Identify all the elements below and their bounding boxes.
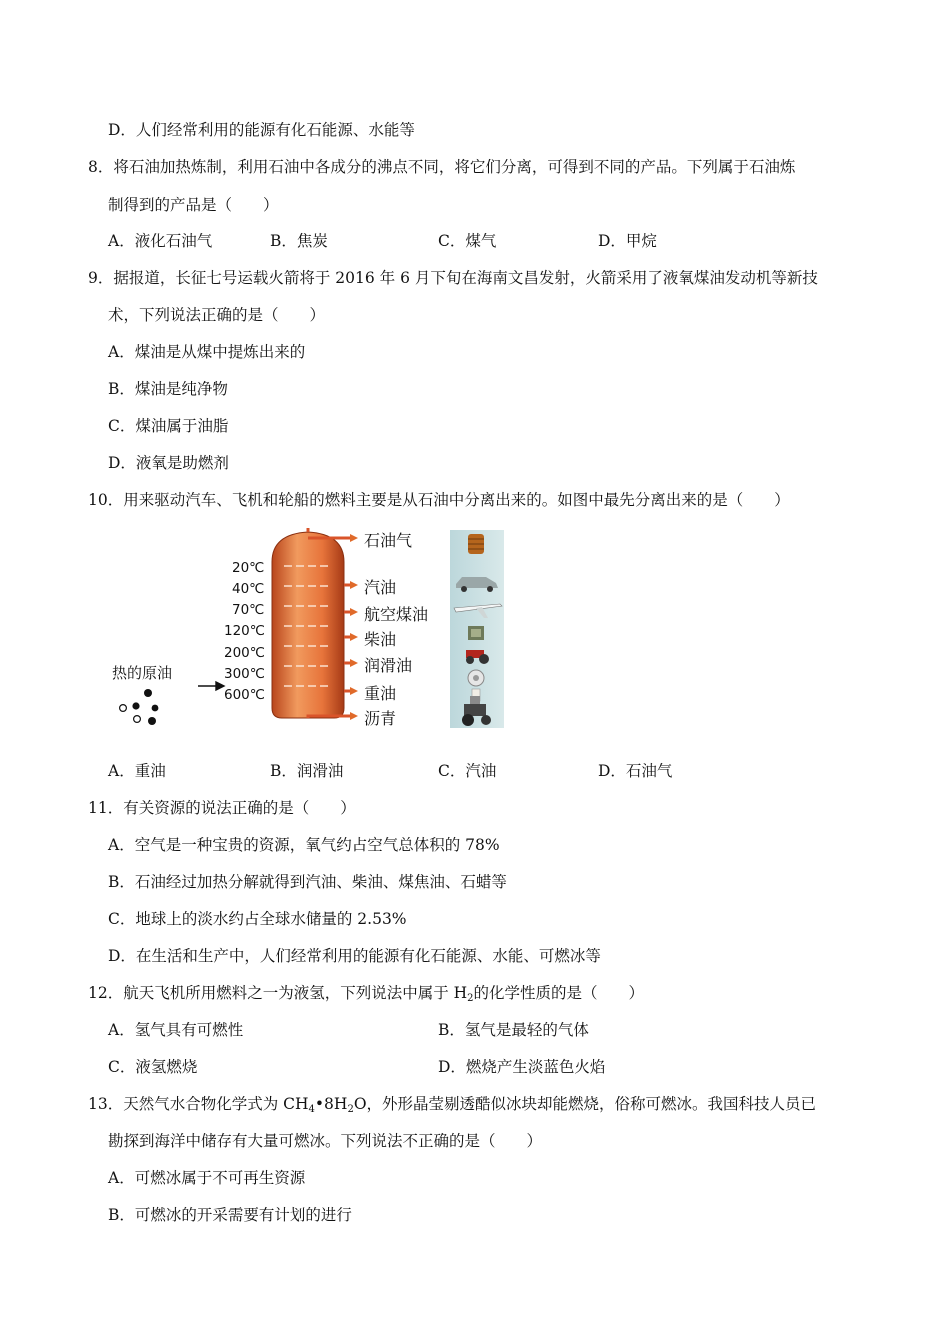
product-label-4: 柴油 bbox=[364, 630, 397, 649]
product-label-2: 汽油 bbox=[364, 578, 397, 597]
q9-stem-line2: 术，下列说法正确的是（ ） bbox=[108, 306, 326, 324]
q9-option-c: C．煤油属于油脂 bbox=[108, 417, 229, 435]
q8-option-a: A．液化石油气 bbox=[108, 232, 213, 250]
q11-option-d: D．在生活和生产中，人们经常利用的能源有化石能源、水能、可燃冰等 bbox=[108, 947, 601, 965]
q7-option-d: D．人们经常利用的能源有化石能源、水能等 bbox=[108, 121, 415, 139]
temp-label-3: 70℃ bbox=[232, 602, 265, 618]
q9-option-d: D．液氧是助燃剂 bbox=[108, 454, 229, 472]
q9-option-a: A．煤油是从煤中提炼出来的 bbox=[108, 343, 306, 361]
q12-stem-post: 的化学性质的是（ ） bbox=[473, 984, 645, 1002]
temp-label-2: 40℃ bbox=[232, 581, 265, 597]
q8-option-b: B．焦炭 bbox=[270, 232, 328, 250]
q10-option-d: D．石油气 bbox=[598, 762, 673, 780]
q12-option-a: A．氢气具有可燃性 bbox=[108, 1021, 244, 1039]
q12-option-c: C．液氢燃烧 bbox=[108, 1058, 198, 1076]
q10-option-a: A．重油 bbox=[108, 762, 166, 780]
crude-oil-label: 热的原油 bbox=[112, 664, 173, 682]
q9-stem-line1: 9．据报道，长征七号运载火箭将于 2016 年 6 月下旬在海南文昌发射，火箭采用了液氧煤油发动机等新技 bbox=[88, 269, 818, 287]
temp-label-6: 300℃ bbox=[224, 666, 265, 682]
q11-stem: 11．有关资源的说法正确的是（ ） bbox=[88, 799, 356, 817]
gas-cylinder-icon bbox=[468, 534, 484, 554]
temp-label-7: 600℃ bbox=[224, 687, 265, 703]
product-label-5: 润滑油 bbox=[364, 656, 413, 675]
q8-stem-line2: 制得到的产品是（ ） bbox=[108, 196, 279, 214]
distillation-tower-graphic bbox=[108, 528, 508, 732]
q12-stem-pre: 12．航天飞机所用燃料之一为液氢，下列说法中属于 H bbox=[88, 984, 468, 1002]
fractional-distillation-diagram bbox=[108, 528, 508, 732]
product-label-6: 重油 bbox=[364, 684, 397, 703]
q13-stem-post: O，外形晶莹剔透酷似冰块却能燃烧，俗称可燃冰。我国科技人员已 bbox=[353, 1095, 817, 1113]
q13-stem-sub2: 2 bbox=[347, 1104, 354, 1115]
engine-icon bbox=[468, 626, 484, 640]
q11-option-c: C．地球上的淡水约占全球水储量的 2.53% bbox=[108, 910, 407, 928]
q11-option-b: B．石油经过加热分解就得到汽油、柴油、煤焦油、石蜡等 bbox=[108, 873, 507, 891]
q13-option-b: B．可燃冰的开采需要有计划的进行 bbox=[108, 1206, 352, 1224]
q13-stem-line2: 勘探到海洋中储存有大量可燃冰。下列说法不正确的是（ ） bbox=[108, 1132, 543, 1150]
q13-stem-sub1: 4 bbox=[308, 1104, 315, 1115]
product-label-3: 航空煤油 bbox=[364, 605, 429, 624]
product-label-7: 沥青 bbox=[364, 709, 397, 728]
q12-stem bbox=[88, 982, 644, 1010]
q13-stem-line1 bbox=[88, 1093, 816, 1121]
temp-label-5: 200℃ bbox=[224, 645, 265, 661]
temp-label-4: 120℃ bbox=[224, 623, 265, 639]
q12-stem-sub: 2 bbox=[467, 993, 474, 1004]
q8-stem-line1: 8．将石油加热炼制，利用石油中各成分的沸点不同，将它们分离，可得到不同的产品。下列属于石油炼 bbox=[88, 158, 796, 176]
temp-label-1: 20℃ bbox=[232, 560, 265, 576]
q8-option-d: D．甲烷 bbox=[598, 232, 657, 250]
q9-option-b: B．煤油是纯净物 bbox=[108, 380, 228, 398]
q13-stem-mid: •8H bbox=[314, 1095, 348, 1113]
q10-option-b: B．润滑油 bbox=[270, 762, 344, 780]
q12-option-d: D．燃烧产生淡蓝色火焰 bbox=[438, 1058, 606, 1076]
q13-stem-pre: 13．天然气水合物化学式为 CH bbox=[88, 1095, 309, 1113]
q12-option-b: B．氢气是最轻的气体 bbox=[438, 1021, 589, 1039]
q8-option-c: C．煤气 bbox=[438, 232, 497, 250]
product-label-1: 石油气 bbox=[364, 531, 413, 550]
q11-option-a: A．空气是一种宝贵的资源，氧气约占空气总体积的 78% bbox=[108, 836, 500, 854]
q13-option-a: A．可燃冰属于不可再生资源 bbox=[108, 1169, 306, 1187]
q10-stem: 10．用来驱动汽车、飞机和轮船的燃料主要是从石油中分离出来的。如图中最先分离出来的是（ ） bbox=[88, 491, 790, 509]
q10-option-c: C．汽油 bbox=[438, 762, 497, 780]
